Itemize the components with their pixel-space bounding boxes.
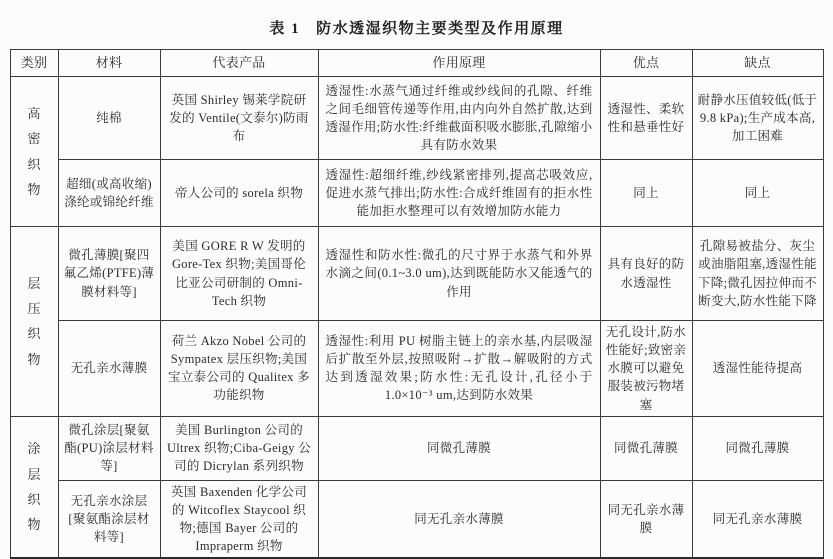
table-row (10, 480, 823, 558)
category-label: 涂层织物 (27, 441, 41, 533)
product-cell: 帝人公司的 sorela 织物 (160, 160, 318, 227)
advantage-cell: 无孔设计,防水性能好;致密亲水膜可以避免服装被污物堵塞 (600, 321, 692, 417)
disadvantage-cell: 透湿性能待提高 (692, 321, 823, 417)
column-header-principle: 作用原理 (318, 50, 600, 77)
material-cell: 无孔亲水涂层[聚氨酯涂层材料等] (58, 480, 160, 558)
principle-cell: 同无孔亲水薄膜 (318, 480, 600, 558)
product-cell: 荷兰 Akzo Nobel 公司的 Sympatex 层压织物;美国宝立泰公司的 Qualitex 多功能织物 (160, 321, 318, 417)
table-row (10, 77, 823, 160)
material-cell: 无孔亲水薄膜 (58, 321, 160, 417)
column-header-category: 类别 (10, 50, 58, 77)
disadvantage-cell: 同微孔薄膜 (692, 416, 823, 480)
material-cell: 纯棉 (58, 77, 160, 160)
principle-cell: 透湿性:利用 PU 树脂主链上的亲水基,内层吸湿后扩散至外层,按照吸附→扩散→解吸附的方式达到透湿效果;防水性:无孔设计,孔径小于 1.0×10⁻³ um,达到防水效果 (318, 321, 600, 417)
principle-cell: 透湿性:水蒸气通过纤维或纱线间的孔隙、纤维之间毛细管传递等作用,由内向外自然扩散,达到透湿作用;防水性:纤维截面积吸水膨胀,孔隙缩小具有防水效果 (318, 77, 600, 160)
column-header-product: 代表产品 (160, 50, 318, 77)
category-cell (10, 227, 58, 417)
product-cell: 英国 Shirley 锡莱学院研发的 Ventile(文泰尔)防雨布 (160, 77, 318, 160)
product-cell: 英国 Baxenden 化学公司的 Witcoflex Staycool 织物;德国 Bayer 公司的 Impraperm 织物 (160, 480, 318, 558)
table-title-text: 防水透湿织物主要类型及作用原理 (316, 21, 564, 37)
category-label: 高密织物 (27, 105, 41, 197)
disadvantage-cell: 同上 (692, 160, 823, 227)
material-cell: 微孔涂层[聚氨酯(PU)涂层材料等] (58, 416, 160, 480)
category-label: 层压织物 (27, 275, 41, 367)
principle-cell: 透湿性:超细纤维,纱线紧密排列,提高芯吸效应,促进水蒸气排出;防水性:合成纤维固有的拒水性能加拒水整理可以有效增加防水能力 (318, 160, 600, 227)
table-row (10, 160, 823, 227)
disadvantage-cell: 孔隙易被盐分、灰尘或油脂阻塞,透湿性能下降;微孔因拉伸而不断变大,防水性能下降 (692, 227, 823, 321)
column-header-material: 材料 (58, 50, 160, 77)
advantage-cell: 同上 (600, 160, 692, 227)
header-row (10, 50, 823, 77)
category-cell (10, 77, 58, 227)
material-cell: 微孔薄膜[聚四氟乙烯(PTFE)薄膜材料等] (58, 227, 160, 321)
advantage-cell: 同无孔亲水薄膜 (600, 480, 692, 558)
table-row (10, 416, 823, 480)
table-row (10, 321, 823, 417)
product-cell: 美国 Burlington 公司的 Ultrex 织物;Ciba-Geigy 公司的 Dicrylan 系列织物 (160, 416, 318, 480)
product-cell: 美国 GORE R W 发明的 Gore-Tex 织物;美国哥伦比亚公司研制的 Omni-Tech 织物 (160, 227, 318, 321)
category-cell (10, 416, 58, 558)
disadvantage-cell: 同无孔亲水薄膜 (692, 480, 823, 558)
column-header-advantage: 优点 (600, 50, 692, 77)
table-title (0, 0, 833, 38)
disadvantage-cell: 耐静水压值较低(低于 9.8 kPa);生产成本高,加工困难 (692, 77, 823, 160)
column-header-disadvantage: 缺点 (692, 50, 823, 77)
table-row (10, 227, 823, 321)
advantage-cell: 具有良好的防水透湿性 (600, 227, 692, 321)
advantage-cell: 同微孔薄膜 (600, 416, 692, 480)
material-cell: 超细(或高收缩)涤纶或锦纶纤维 (58, 160, 160, 227)
table-number-label: 表 1 (269, 21, 301, 37)
advantage-cell: 透湿性、柔软性和悬垂性好 (600, 77, 692, 160)
fabric-types-table (10, 49, 824, 559)
principle-cell: 同微孔薄膜 (318, 416, 600, 480)
principle-cell: 透湿性和防水性:微孔的尺寸界于水蒸气和外界水滴之间(0.1~3.0 um),达到既能防水又能透气的作用 (318, 227, 600, 321)
